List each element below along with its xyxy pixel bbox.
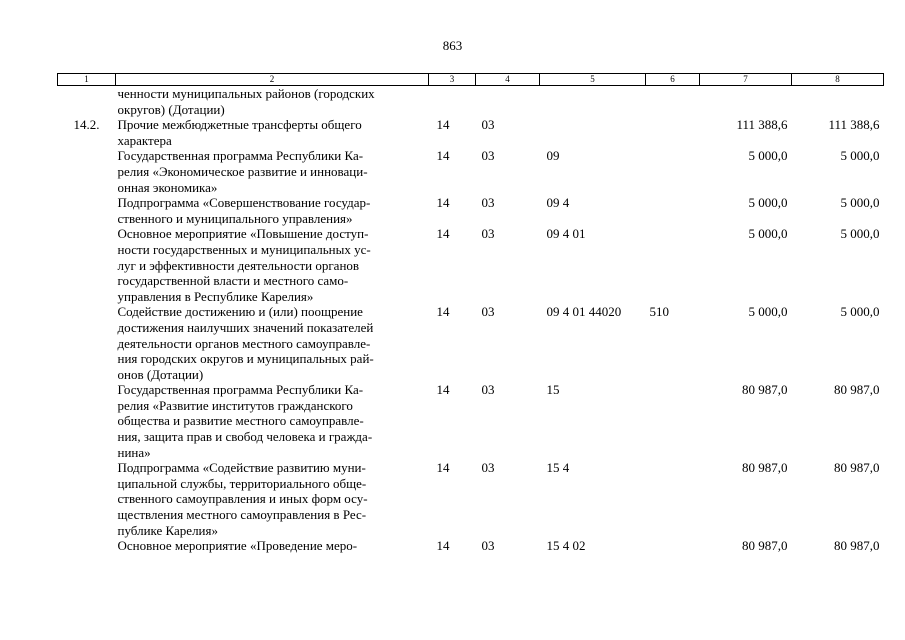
description-line: государственной власти и местного само-: [117, 273, 349, 289]
description-line: Подпрограмма «Совершенствование государ-: [117, 195, 371, 211]
amount-col7: 5 000,0: [748, 195, 788, 211]
description-line: ществления местного самоуправления в Рес-: [117, 507, 367, 523]
amount-col7: 80 987,0: [742, 460, 788, 476]
amount-col8: 80 987,0: [834, 382, 880, 398]
expense-type-code: [646, 226, 700, 304]
description-line: Государственная программа Республики Ка-: [117, 382, 364, 398]
col-header-4: 4: [476, 74, 540, 86]
description-line: Содействие достижению и (или) поощрение: [117, 304, 363, 320]
description-line: онов (Дотации): [117, 366, 204, 382]
description-line: ния городских округов и муниципальных рай-: [117, 351, 374, 367]
subsection-code: 03: [481, 460, 495, 476]
section-code: 14: [436, 148, 450, 164]
row-number: [58, 195, 116, 226]
description-line: ности государственных и муниципальных ус-: [117, 241, 371, 257]
row-number: [58, 226, 116, 304]
description-line: релия «Экономическое развитие и инноваци-: [117, 163, 368, 179]
amount-col8: 80 987,0: [834, 538, 880, 554]
target-article-code: 15: [546, 382, 560, 398]
target-article-code: 09 4 01 44020: [546, 304, 622, 320]
amount-col8: 5 000,0: [840, 304, 880, 320]
expense-type-code: [646, 117, 700, 148]
row-description: [116, 304, 429, 382]
row-number: [58, 538, 116, 554]
section-code: 14: [436, 382, 450, 398]
target-article-code: 15 4: [546, 460, 570, 476]
table-row: [58, 304, 884, 382]
description-line: луг и эффективности деятельности органов: [117, 257, 360, 273]
description-line: ципальной службы, территориального обще-: [117, 475, 367, 491]
page-number: 863: [442, 38, 463, 53]
subsection-code: 03: [481, 226, 495, 242]
expense-type-code: [646, 538, 700, 554]
amount-col8: 5 000,0: [840, 195, 880, 211]
expense-type-code: [646, 148, 700, 195]
amount-col7: 80 987,0: [742, 538, 788, 554]
description-line: онная экономика»: [117, 179, 218, 195]
target-article-code: 09 4 01: [546, 226, 586, 242]
table-row: [58, 538, 884, 554]
description-line: достижения наилучших значений показателей: [117, 319, 374, 335]
section-code: 14: [436, 195, 450, 211]
description-line: Подпрограмма «Содействие развитию муни-: [117, 460, 366, 476]
expense-type-code: 510: [649, 304, 669, 320]
col-header-3: 3: [429, 74, 476, 86]
expense-type-code: [646, 382, 700, 460]
description-line: нина»: [117, 444, 151, 460]
expense-type-code: [646, 195, 700, 226]
target-article-code: [540, 86, 646, 118]
description-line: ственного и муниципального управления»: [117, 210, 353, 226]
description-line: ственного самоуправления и иных форм осу-: [117, 491, 368, 507]
amount-col8: 5 000,0: [840, 148, 880, 164]
table-row: [58, 382, 884, 460]
description-line: Основное мероприятие «Проведение меро-: [117, 538, 358, 554]
col-header-2: 2: [116, 74, 429, 86]
expense-type-code: [646, 460, 700, 538]
row-number: [58, 148, 116, 195]
row-description: [116, 538, 429, 554]
amount-col7: [700, 86, 792, 118]
table-body: [58, 86, 884, 554]
section-code: 14: [436, 460, 450, 476]
description-line: Государственная программа Республики Ка-: [117, 148, 364, 164]
amount-col7: 80 987,0: [742, 382, 788, 398]
amount-col7: 5 000,0: [748, 226, 788, 242]
amount-col7: 111 388,6: [736, 117, 788, 133]
target-article-code: [540, 117, 646, 148]
table-row: [58, 226, 884, 304]
subsection-code: [476, 86, 540, 118]
subsection-code: 03: [481, 538, 495, 554]
target-article-code: 09 4: [546, 195, 570, 211]
table-row: [58, 86, 884, 118]
col-header-8: 8: [792, 74, 884, 86]
row-description: [116, 460, 429, 538]
table-row: [58, 117, 884, 148]
table-row: [58, 148, 884, 195]
table-row: [58, 195, 884, 226]
row-number: 14.2.: [73, 117, 100, 133]
description-line: характера: [117, 132, 172, 148]
section-code: 14: [436, 538, 450, 554]
section-code: [429, 86, 476, 118]
description-line: округов) (Дотации): [117, 101, 225, 117]
description-line: управления в Республике Карелия»: [117, 288, 314, 304]
description-line: деятельности органов местного самоуправле-: [117, 335, 371, 351]
description-line: публике Карелия»: [117, 522, 218, 538]
col-header-7: 7: [700, 74, 792, 86]
column-number-header-row: [58, 74, 884, 86]
section-code: 14: [436, 304, 450, 320]
row-description: [116, 226, 429, 304]
subsection-code: 03: [481, 382, 495, 398]
col-header-5: 5: [540, 74, 646, 86]
description-line: ченности муниципальных районов (городских: [117, 86, 375, 101]
row-description: [116, 86, 429, 118]
amount-col7: 5 000,0: [748, 304, 788, 320]
amount-col8: 80 987,0: [834, 460, 880, 476]
row-number: [58, 86, 116, 118]
row-description: [116, 148, 429, 195]
amount-col7: 5 000,0: [748, 148, 788, 164]
row-number: [58, 460, 116, 538]
amount-col8: 5 000,0: [840, 226, 880, 242]
budget-table: [57, 73, 884, 554]
description-line: релия «Развитие институтов гражданского: [117, 397, 353, 413]
subsection-code: 03: [481, 148, 495, 164]
subsection-code: 03: [481, 195, 495, 211]
expense-type-code: [646, 86, 700, 118]
description-line: Основное мероприятие «Повышение доступ-: [117, 226, 369, 242]
subsection-code: 03: [481, 117, 495, 133]
row-number: [58, 382, 116, 460]
section-code: 14: [436, 117, 450, 133]
amount-col8: [792, 86, 884, 118]
row-description: [116, 195, 429, 226]
col-header-6: 6: [646, 74, 700, 86]
target-article-code: 09: [546, 148, 560, 164]
col-header-1: 1: [58, 74, 116, 86]
row-description: [116, 382, 429, 460]
table-row: [58, 460, 884, 538]
target-article-code: 15 4 02: [546, 538, 586, 554]
description-line: Прочие межбюджетные трансферты общего: [117, 117, 362, 133]
subsection-code: 03: [481, 304, 495, 320]
section-code: 14: [436, 226, 450, 242]
row-description: [116, 117, 429, 148]
description-line: ния, защита прав и свобод человека и гражда-: [117, 429, 373, 445]
amount-col8: 111 388,6: [828, 117, 880, 133]
row-number: [58, 304, 116, 382]
description-line: общества и развитие местного самоуправле-: [117, 413, 364, 429]
